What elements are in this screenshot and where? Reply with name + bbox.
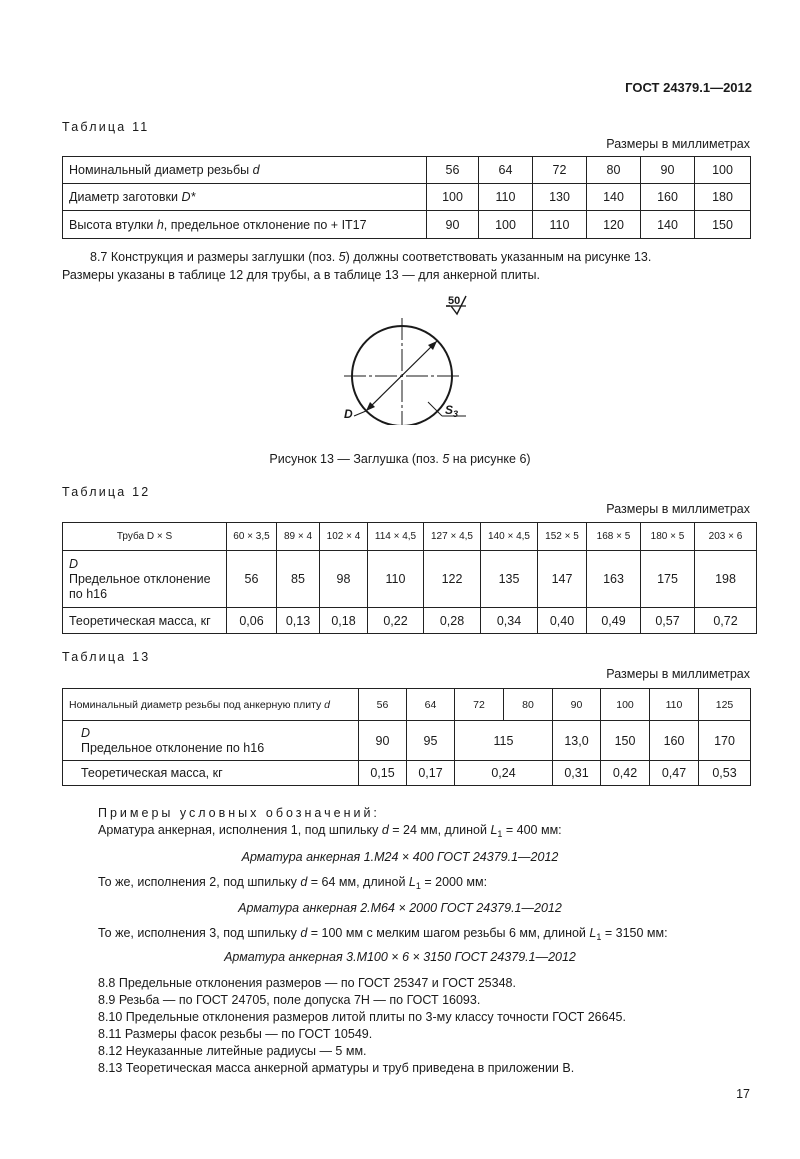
table12-caption: Таблица 12 bbox=[62, 485, 151, 499]
cell: 163 bbox=[587, 551, 641, 608]
header-cell: 64 bbox=[407, 689, 455, 721]
cell: 0,34 bbox=[481, 608, 538, 634]
cell: 110 bbox=[368, 551, 424, 608]
cell: 90 bbox=[641, 157, 695, 184]
clause-8-13: 8.13 Теоретическая масса анкерной арматуры и труб приведена в приложении В. bbox=[98, 1061, 575, 1075]
cell: 175 bbox=[641, 551, 695, 608]
examples-title: Примеры условных обозначений: bbox=[98, 806, 380, 820]
header-cell: Номинальный диаметр резьбы под анкерную плиту d bbox=[63, 689, 359, 721]
cell: 170 bbox=[699, 721, 751, 761]
example-3-text: То же, исполнения 3, под шпильку d = 100 мм с мелким шагом резьбы 6 мм, длиной $L_1 = 3150$ мм: bbox=[98, 926, 668, 942]
table12 bbox=[62, 522, 757, 634]
clause-8-12: 8.12 Неуказанные литейные радиусы — 5 мм. bbox=[98, 1044, 367, 1058]
cell: 110 bbox=[533, 211, 587, 239]
cell: 0,40 bbox=[538, 608, 587, 634]
cell: 0,47 bbox=[650, 761, 699, 786]
table13 bbox=[62, 688, 751, 786]
cell: 180 bbox=[695, 184, 751, 211]
cell: 140 bbox=[641, 211, 695, 239]
table-header-row bbox=[63, 523, 757, 551]
cell: 160 bbox=[650, 721, 699, 761]
cell: 0,31 bbox=[553, 761, 601, 786]
row-label: Диаметр заготовки D* bbox=[63, 184, 427, 211]
standard-designation: ГОСТ 24379.1—2012 bbox=[625, 80, 752, 95]
header-cell: 180 × 5 bbox=[641, 523, 695, 551]
cell: 64 bbox=[479, 157, 533, 184]
table11 bbox=[62, 156, 751, 239]
header-cell: 125 bbox=[699, 689, 751, 721]
table12-units: Размеры в миллиметрах bbox=[606, 502, 750, 516]
thickness-label: $S_3$ bbox=[445, 403, 459, 419]
header-cell: 110 bbox=[650, 689, 699, 721]
cell: 115 bbox=[455, 721, 553, 761]
cell: 147 bbox=[538, 551, 587, 608]
header-cell: 140 × 4,5 bbox=[481, 523, 538, 551]
cell: 0,22 bbox=[368, 608, 424, 634]
table13-caption: Таблица 13 bbox=[62, 650, 151, 664]
cell: 95 bbox=[407, 721, 455, 761]
figure-13-drawing bbox=[330, 290, 480, 425]
header-cell: 100 bbox=[601, 689, 650, 721]
header-cell: 72 bbox=[455, 689, 504, 721]
header-cell: 89 × 4 bbox=[277, 523, 320, 551]
paragraph-8-7-line2: Размеры указаны в таблице 12 для трубы, а в таблице 13 — для анкерной плиты. bbox=[62, 268, 540, 282]
cell: 100 bbox=[479, 211, 533, 239]
cell: 100 bbox=[695, 157, 751, 184]
cell: 135 bbox=[481, 551, 538, 608]
cell: 150 bbox=[601, 721, 650, 761]
cell: 120 bbox=[587, 211, 641, 239]
cell: 0,28 bbox=[424, 608, 481, 634]
example-2-designation: Арматура анкерная 2.М64 × 2000 ГОСТ 24379.1—2012 bbox=[238, 901, 562, 915]
cell: 0,15 bbox=[359, 761, 407, 786]
row-label: D Предельное отклонение по h16 bbox=[63, 551, 227, 608]
example-2-text: То же, исполнения 2, под шпильку d = 64 мм, длиной $L_1 = 2000$ мм: bbox=[98, 875, 488, 891]
header-cell: 152 × 5 bbox=[538, 523, 587, 551]
row-label: Теоретическая масса, кг bbox=[63, 761, 359, 786]
table-row bbox=[63, 211, 751, 239]
example-1-text: Арматура анкерная, исполнения 1, под шпильку d = 24 мм, длиной $L_1 = 400$ мм: bbox=[98, 823, 562, 839]
header-cell: 168 × 5 bbox=[587, 523, 641, 551]
table11-caption: Таблица 11 bbox=[62, 120, 150, 134]
clause-8-9: 8.9 Резьба — по ГОСТ 24705, поле допуска 7Н — по ГОСТ 16093. bbox=[98, 993, 481, 1007]
cell: 100 bbox=[427, 184, 479, 211]
cell: 90 bbox=[359, 721, 407, 761]
cell: 140 bbox=[587, 184, 641, 211]
paragraph-8-7: 8.7 Конструкция и размеры заглушки (поз. 5) должны соответствовать указанным на рисунке 13. bbox=[90, 250, 652, 264]
cell: 160 bbox=[641, 184, 695, 211]
header-cell: 60 × 3,5 bbox=[227, 523, 277, 551]
header-cell: 90 bbox=[553, 689, 601, 721]
table-row bbox=[63, 184, 751, 211]
header-cell: 80 bbox=[504, 689, 553, 721]
header-cell: 102 × 4 bbox=[320, 523, 368, 551]
cell: 122 bbox=[424, 551, 481, 608]
cell: 198 bbox=[695, 551, 757, 608]
table-row bbox=[63, 761, 751, 786]
cell: 110 bbox=[479, 184, 533, 211]
cell: 56 bbox=[227, 551, 277, 608]
example-3-designation: Арматура анкерная 3.М100 × 6 × 3150 ГОСТ 24379.1—2012 bbox=[224, 950, 576, 964]
cell: 56 bbox=[427, 157, 479, 184]
roughness-value: 50 bbox=[448, 295, 461, 307]
cell: 0,42 bbox=[601, 761, 650, 786]
table-row bbox=[63, 721, 751, 761]
clause-8-8: 8.8 Предельные отклонения размеров — по ГОСТ 25347 и ГОСТ 25348. bbox=[98, 976, 516, 990]
clause-8-10: 8.10 Предельные отклонения размеров литой плиты по 3-му классу точности ГОСТ 26645. bbox=[98, 1010, 626, 1024]
cell: 80 bbox=[587, 157, 641, 184]
example-1-designation: Арматура анкерная 1.М24 × 400 ГОСТ 24379.1—2012 bbox=[241, 850, 559, 864]
cell: 150 bbox=[695, 211, 751, 239]
cell: 130 bbox=[533, 184, 587, 211]
header-cell: 127 × 4,5 bbox=[424, 523, 481, 551]
cell: 0,49 bbox=[587, 608, 641, 634]
cell: 0,57 bbox=[641, 608, 695, 634]
cell: 98 bbox=[320, 551, 368, 608]
table-row bbox=[63, 157, 751, 184]
table-row bbox=[63, 551, 757, 608]
cell: 72 bbox=[533, 157, 587, 184]
row-label: D Предельное отклонение по h16 bbox=[63, 721, 359, 761]
header-cell: 56 bbox=[359, 689, 407, 721]
cell: 0,72 bbox=[695, 608, 757, 634]
header-cell: Труба D × S bbox=[63, 523, 227, 551]
cell: 0,53 bbox=[699, 761, 751, 786]
cell: 0,24 bbox=[455, 761, 553, 786]
row-label: Номинальный диаметр резьбы d bbox=[63, 157, 427, 184]
diameter-label: D bbox=[344, 407, 353, 421]
row-label: Теоретическая масса, кг bbox=[63, 608, 227, 634]
cell: 90 bbox=[427, 211, 479, 239]
table11-units: Размеры в миллиметрах bbox=[606, 137, 750, 151]
cell: 85 bbox=[277, 551, 320, 608]
cell: 13,0 bbox=[553, 721, 601, 761]
cell: 0,17 bbox=[407, 761, 455, 786]
cell: 0,18 bbox=[320, 608, 368, 634]
header-cell: 203 × 6 bbox=[695, 523, 757, 551]
cell: 0,13 bbox=[277, 608, 320, 634]
table-header-row bbox=[63, 689, 751, 721]
page-number: 17 bbox=[736, 1087, 750, 1101]
header-cell: 114 × 4,5 bbox=[368, 523, 424, 551]
figure-13-caption: Рисунок 13 — Заглушка (поз. 5 на рисунке 6) bbox=[269, 452, 531, 466]
cell: 0,06 bbox=[227, 608, 277, 634]
table-row bbox=[63, 608, 757, 634]
row-label: Высота втулки h, предельное отклонение по + IT17 bbox=[63, 211, 427, 239]
clause-8-11: 8.11 Размеры фасок резьбы — по ГОСТ 10549. bbox=[98, 1027, 373, 1041]
table13-units: Размеры в миллиметрах bbox=[606, 667, 750, 681]
